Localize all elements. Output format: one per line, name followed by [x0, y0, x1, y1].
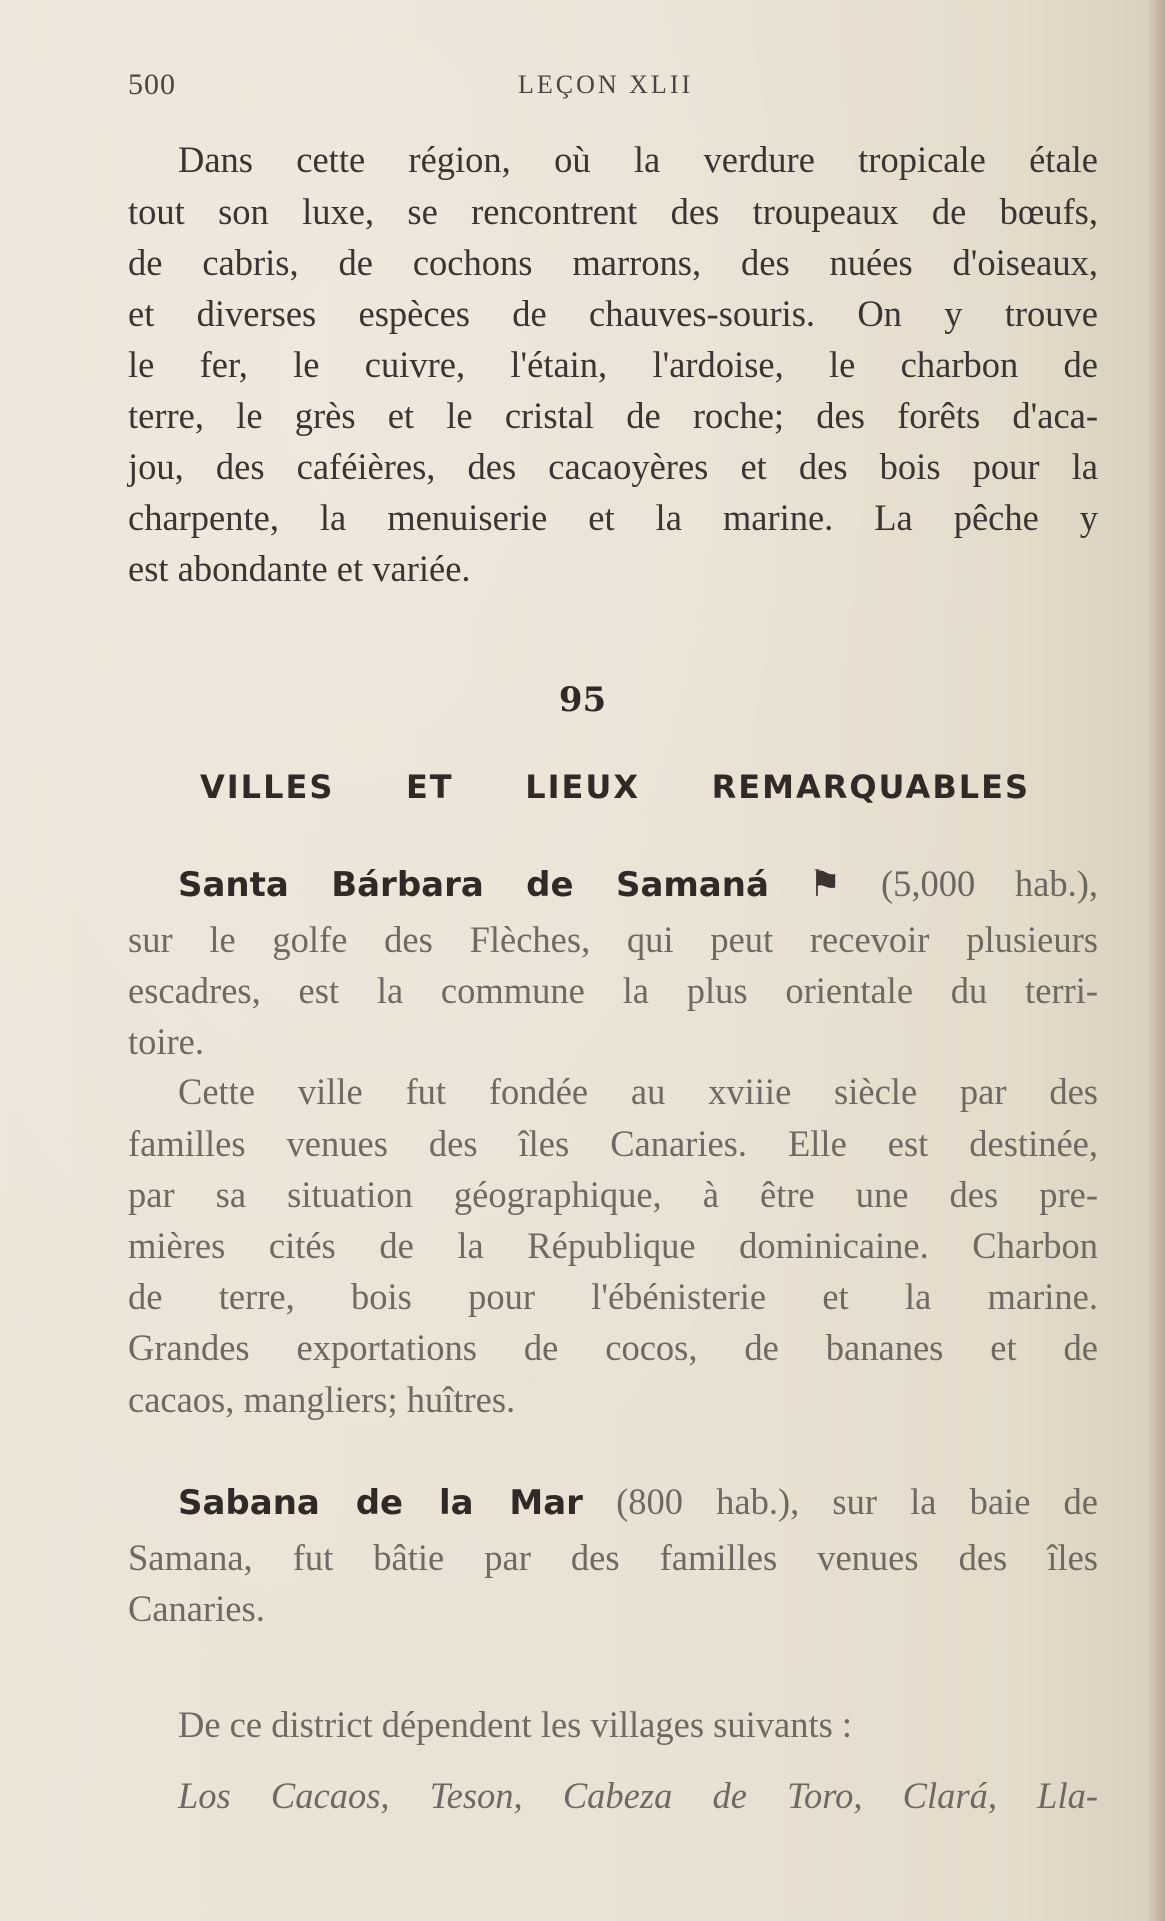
text-line: Canaries.	[128, 1588, 265, 1629]
text-line: de terre, bois pour l'ébénisterie et la marine.	[128, 1276, 1098, 1317]
cantonal-mark-icon: ⚑	[808, 863, 842, 904]
text-line: de cabris, de cochons marrons, des nuées d'oiseaux,	[128, 242, 1098, 283]
text-line: toire.	[128, 1021, 205, 1062]
population: (800 hab.), sur la baie de	[616, 1481, 1098, 1522]
text-line: De ce district dépendent les villages suivants :	[178, 1704, 853, 1745]
text-line: par sa situation géographique, à être une des pre-	[128, 1174, 1098, 1215]
entry-name: Sabana de la Mar	[178, 1483, 583, 1523]
text-line: charpente, la menuiserie et la marine. La pêche y	[128, 497, 1098, 538]
population: (5,000 hab.),	[880, 863, 1098, 904]
text-line: le fer, le cuivre, l'étain, l'ardoise, le charbon de	[128, 344, 1098, 385]
text-line: mières cités de la République dominicaine. Charbon	[128, 1225, 1098, 1266]
section-title: VILLES ET LIEUX REMARQUABLES	[200, 768, 1030, 806]
text-line: et diverses espèces de chauves-souris. On y trouve	[128, 293, 1098, 334]
text-line: jou, des caféières, des cacaoyères et des bois pour la	[128, 446, 1098, 487]
section-number: 95	[558, 680, 607, 720]
entry-name: Santa Bárbara de Samaná	[178, 865, 769, 905]
text-line: tout son luxe, se rencontrent des troupeaux de bœufs,	[128, 191, 1098, 232]
text-line: sur le golfe des Flèches, qui peut recevoir plusieurs	[128, 919, 1098, 960]
text-line: Dans cette région, où la verdure tropicale étale	[178, 139, 1098, 180]
villages-line: Los Cacaos, Teson, Cabeza de Toro, Clará, Lla-	[178, 1775, 1098, 1816]
text-line: est abondante et variée.	[128, 548, 471, 589]
running-title: LEÇON XLII	[518, 70, 694, 99]
page-header	[128, 68, 1098, 108]
text-line: Grandes exportations de cocos, de bananes et de	[128, 1327, 1098, 1368]
text-line: familles venues des îles Canaries. Elle est destinée,	[128, 1123, 1098, 1164]
page-number: 500	[128, 68, 176, 101]
entry-heading-line	[178, 863, 1098, 905]
text-line: Samana, fut bâtie par des familles venues des îles	[128, 1537, 1098, 1578]
text-line: cacaos, mangliers; huîtres.	[128, 1379, 516, 1420]
text-line: terre, le grès et le cristal de roche; des forêts d'aca-	[128, 395, 1098, 436]
text-line: escadres, est la commune la plus orientale du terri-	[128, 970, 1098, 1011]
entry-heading-line	[178, 1481, 1098, 1523]
text-line: Cette ville fut fondée au xviiie siècle par des	[178, 1071, 1098, 1112]
page-edge-shadow	[1147, 0, 1165, 1921]
